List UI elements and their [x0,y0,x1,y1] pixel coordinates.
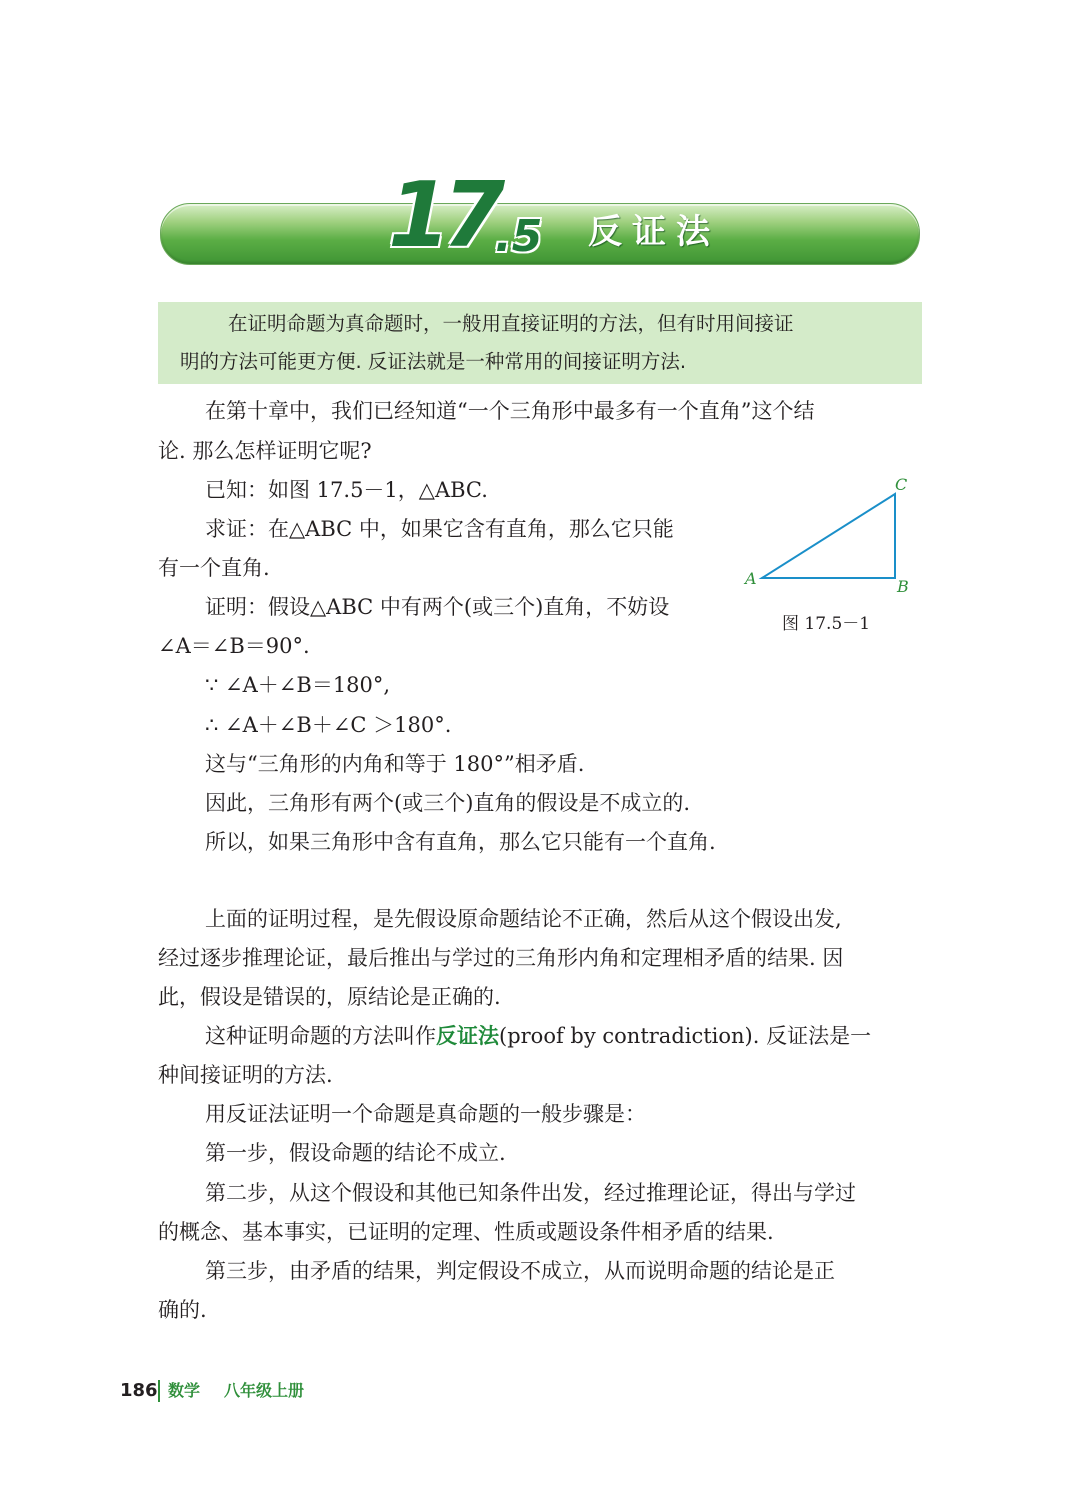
paragraph-line: 种间接证明的方法. [158,1063,333,1087]
definition-line [205,1023,871,1049]
section-number: 17 [388,163,498,268]
triangle-figure [740,472,920,602]
vertex-label-c: C [895,475,908,494]
intro-line: 在证明命题为真命题时，一般用直接证明的方法，但有时用间接证 [228,312,794,335]
footer-divider [158,1380,160,1402]
grade-label: 八年级上册 [224,1381,305,1400]
proof-line: ∠A＝∠B＝90°. [158,634,310,658]
to-prove-line: 求证：在△ABC 中，如果它含有直角，那么它只能 [205,517,674,541]
step-3: 第三步，由矛盾的结果，判定假设不成立，从而说明命题的结论是正 [205,1259,835,1283]
section-subnumber: .5 [495,211,543,262]
intro-box [158,302,922,384]
vertex-label-a: A [745,569,757,588]
step-2: 第二步，从这个假设和其他已知条件出发，经过推理论证，得出与学过 [205,1181,856,1205]
definition-suffix: (proof by contradiction). 反证法是一 [499,1024,872,1048]
paragraph-line: 论. 那么怎样证明它呢? [158,439,372,463]
vertex-label-b: B [897,577,909,596]
steps-intro: 用反证法证明一个命题是真命题的一般步骤是： [205,1102,646,1126]
section-banner [160,163,918,268]
proof-line: 证明：假设△ABC 中有两个(或三个)直角，不妨设 [205,595,670,619]
because-line: ∵ ∠A＋∠B＝180°, [205,673,391,697]
intro-line: 明的方法可能更方便. 反证法就是一种常用的间接证明方法. [180,350,687,373]
step-3: 确的. [158,1298,207,1322]
step-1: 第一步，假设命题的结论不成立. [205,1141,506,1165]
paragraph-line: 在第十章中，我们已经知道“一个三角形中最多有一个直角”这个结 [205,399,815,423]
definition-prefix: 这种证明命题的方法叫作 [205,1024,436,1048]
contradiction-line: 这与“三角形的内角和等于 180°”相矛盾. [205,752,585,776]
step-2: 的概念、基本事实，已证明的定理、性质或题设条件相矛盾的结果. [158,1220,774,1244]
conclusion-line: 所以，如果三角形中含有直角，那么它只能有一个直角. [205,830,716,854]
given-line: 已知：如图 17.5－1，△ABC. [205,478,488,502]
hence-line: 因此，三角形有两个(或三个)直角的假设是不成立的. [205,791,691,815]
triangle-abc [762,494,895,578]
paragraph-line: 上面的证明过程，是先假设原命题结论不正确，然后从这个假设出发, [205,907,842,931]
term-proof-by-contradiction: 反证法 [436,1024,499,1048]
section-title: 反证法 [588,212,720,252]
page-number: 186 [120,1380,158,1401]
book-title [168,1378,304,1404]
therefore-line: ∴ ∠A＋∠B＋∠C ＞180°. [205,713,452,737]
subject-label: 数学 [168,1381,201,1400]
figure-caption: 图 17.5－1 [782,614,871,634]
paragraph-line: 此，假设是错误的，原结论是正确的. [158,985,501,1009]
to-prove-line: 有一个直角. [158,556,270,580]
paragraph-line: 经过逐步推理论证，最后推出与学过的三角形内角和定理相矛盾的结果. 因 [158,946,844,970]
